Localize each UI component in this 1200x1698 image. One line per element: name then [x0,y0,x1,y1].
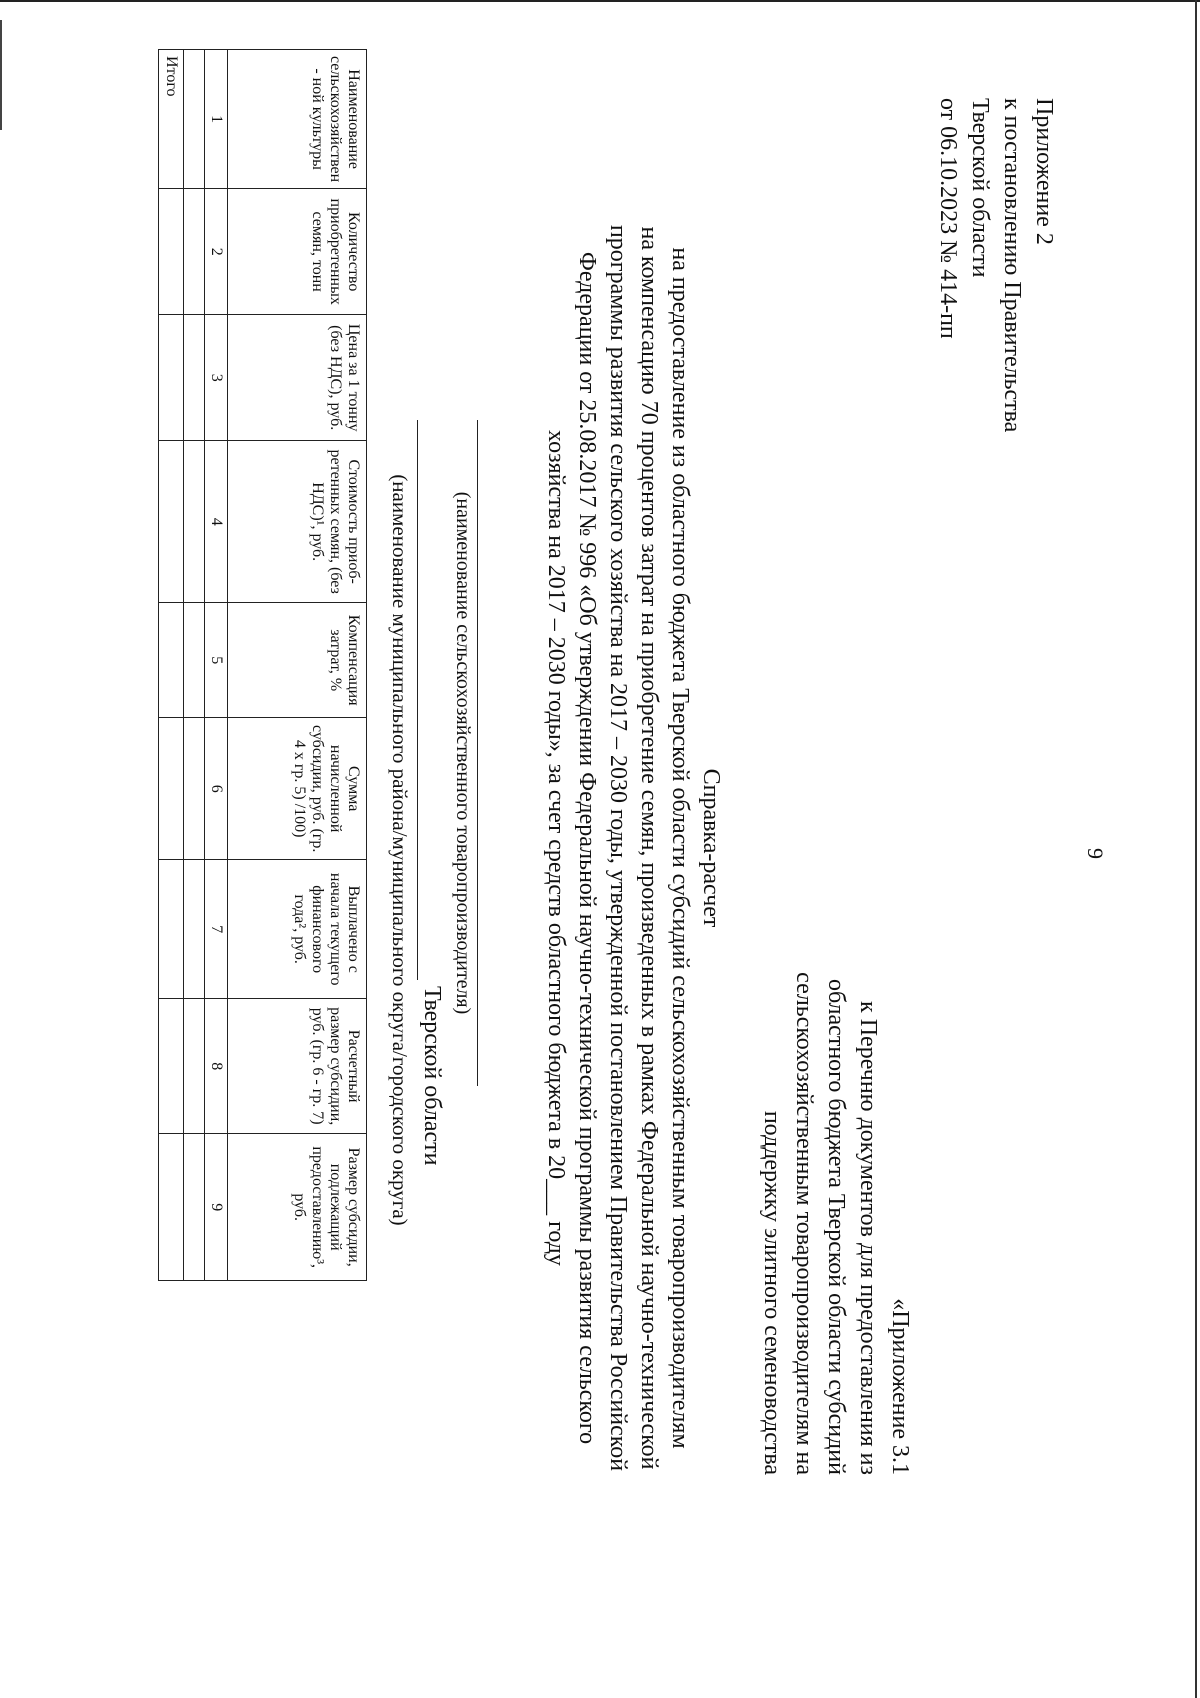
column-number: 1 [205,50,228,189]
producer-caption: (наименование сельскохозяйственного товаропроизводителя) [452,491,474,1015]
column-number: 9 [205,1134,228,1281]
table-cell [159,189,184,315]
column-number: 5 [205,603,228,718]
column-number: 3 [205,315,228,441]
table-cell [184,50,205,189]
title-line: программы развития сельского хозяйства на 2017 – 2030 годы, утвержденной постановлением Правительства Российской [605,224,631,1472]
column-number: 8 [205,999,228,1134]
title-line: на компенсацию 70 процентов затрат на приобретение семян, произведенных в рамках Федеральной научно-технической [636,226,662,1470]
title-line: хозяйства на 2017 – 2030 годы», за счет средств областного бюджета в 20___ году [543,430,569,1266]
header-seed-quantity: Количество приобретенных семян, тонн [228,189,367,315]
title-line: Федерации от 25.08.2017 № 996 «Об утверждении Федеральной научно-технической программы развития сельского [574,251,600,1445]
district-name-blank [417,420,418,980]
table-cell [159,603,184,718]
column-number: 6 [205,718,228,860]
header-compensation-percent: Компенсация затрат, % [228,603,367,718]
producer-name-blank [477,420,478,1086]
reference-line: поддержку элитного семеноводства [759,1110,785,1475]
column-number: 7 [205,860,228,999]
title-line: Справка-расчет [698,768,724,928]
column-number: 4 [205,441,228,603]
header-subsidy-to-provide: Размер субсидии, подлежащий предоставлению³, руб. [228,1134,367,1281]
appendix-line: Приложение 2 [1031,98,1057,245]
reference-line: «Приложение 3.1 [887,1298,913,1475]
table-cell [184,441,205,603]
header-price-per-ton: Цена за 1 тонну (без НДС), руб. [228,315,367,441]
district-suffix: Тверской области [419,986,445,1166]
table-cell [159,1134,184,1281]
table-row [184,50,205,1281]
table-cell [184,315,205,441]
table-cell [184,999,205,1134]
column-number: 2 [205,189,228,315]
reference-line: областного бюджета Тверской области субсидий [823,978,849,1475]
header-seed-cost: Стоимость приоб- ретенных семян, (без НДС)¹, руб. [228,441,367,603]
header-accrued-subsidy: Сумма начисленной субсидии, руб. (гр. 4 х гр. 5) /100) [228,718,367,860]
table-cell [159,718,184,860]
header-calculated-subsidy: Расчетный размер субсидии, руб. (гр. 6 - гр. 7) [228,999,367,1134]
page-number: 9 [1083,848,1108,859]
appendix-line: от 06.10.2023 № 414-пп [935,98,961,339]
appendix-line: к постановлению Правительства [999,98,1025,433]
table-cell [184,718,205,860]
appendix-header [932,98,1060,432]
table-cell [184,860,205,999]
table-cell [159,441,184,603]
column-number-row [205,50,228,1281]
total-label: Итого [159,50,184,189]
calculation-table [158,49,367,1281]
table-cell [159,315,184,441]
reference-line: к Перечню документов для предоставления из [855,1001,881,1475]
header-crop-name: Наименование сельскохозяйствен - ной культуры [228,50,367,189]
table-cell [159,860,184,999]
document-title [540,128,726,1568]
appendix-line: Тверской области [967,98,993,278]
table-cell [184,189,205,315]
table-cell [184,1134,205,1281]
table-header-row [228,50,367,1281]
header-paid-since-year-start: Выплачено с начала текущего финансового года², руб. [228,860,367,999]
title-line: на предоставление из областного бюджета Тверской области субсидий сельскохозяйственным товаропроизводителям [667,247,693,1449]
district-caption: (наименование муниципального района/муниципального округа/городского округа) [388,474,412,1226]
table-cell [184,603,205,718]
reference-block [756,95,916,1475]
table-cell [159,999,184,1134]
total-row [159,50,184,1281]
reference-line: сельскохозяйственным товаропроизводителям на [791,972,817,1475]
